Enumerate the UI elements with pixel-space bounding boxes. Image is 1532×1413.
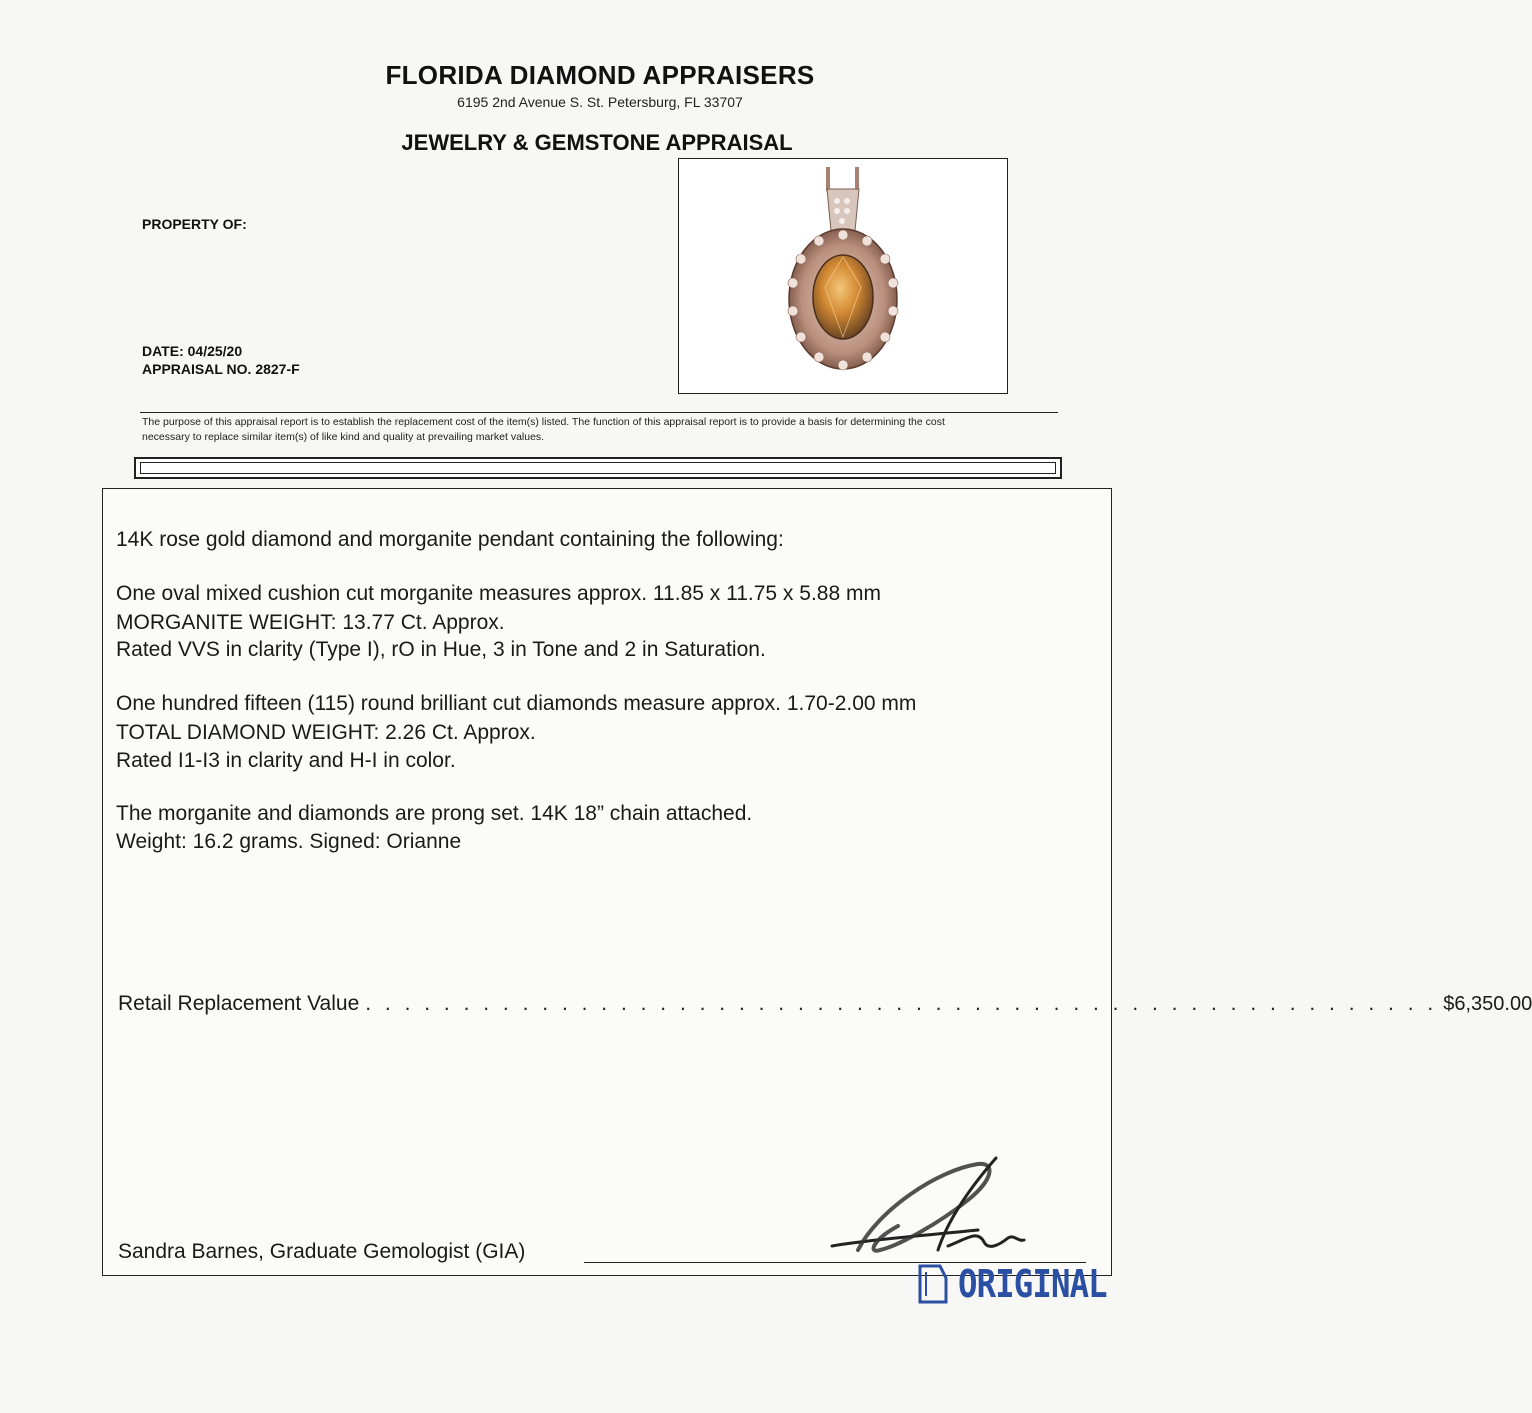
morganite-measurements: One oval mixed cushion cut morganite measures approx. 11.85 x 11.75 x 5.88 mm xyxy=(116,582,881,605)
company-name: FLORIDA DIAMOND APPRAISERS xyxy=(385,60,815,90)
original-stamp-text: ORIGINAL xyxy=(958,1262,1107,1306)
document-title: JEWELRY & GEMSTONE APPRAISAL xyxy=(401,130,793,155)
signer-name: Sandra Barnes, Graduate Gemologist (GIA) xyxy=(118,1240,526,1263)
chain xyxy=(855,167,859,191)
replacement-value-amount: $6,350.00 xyxy=(1443,993,1532,1015)
property-of-label: PROPERTY OF: xyxy=(142,216,247,232)
replacement-value-label: Retail Replacement Value xyxy=(118,992,360,1015)
appraisal-number-value: 2827-F xyxy=(255,361,300,377)
decorative-bar xyxy=(134,457,1062,479)
morganite-stone xyxy=(813,255,873,339)
handwritten-signature xyxy=(828,1150,1028,1270)
chain xyxy=(826,167,830,191)
leader-dots: . . . . . . . . . . . . . . . . . . . . . . . . . . . . . . . . . . . . . . . . . . . . . . . . . . . . . . . xyxy=(365,992,1438,1015)
morganite-weight: MORGANITE WEIGHT: 13.77 Ct. Approx. xyxy=(116,611,505,634)
purpose-line-2: necessary to replace similar item(s) of like kind and quality at prevailing market values. xyxy=(142,431,545,443)
purpose-divider xyxy=(140,412,1058,413)
diamond-measurements: One hundred fifteen (115) round brilliant cut diamonds measure approx. 1.70-2.00 mm xyxy=(116,692,917,715)
purpose-statement xyxy=(142,415,1062,445)
setting-description: The morganite and diamonds are prong set. 14K 18” chain attached. xyxy=(116,802,753,825)
item-intro: 14K rose gold diamond and morganite pendant containing the following: xyxy=(116,528,784,551)
pendant-photo xyxy=(678,158,1008,394)
diamond-weight: TOTAL DIAMOND WEIGHT: 2.26 Ct. Approx. xyxy=(116,721,536,744)
replacement-value-row xyxy=(118,992,1532,1022)
pendant-illustration xyxy=(679,159,1007,393)
diamond-grading: Rated I1-I3 in clarity and H-I in color. xyxy=(116,749,456,772)
bail xyxy=(827,189,859,231)
date-value: 04/25/20 xyxy=(187,343,243,359)
date-label: DATE: xyxy=(142,343,184,359)
company-address: 6195 2nd Avenue S. St. Petersburg, FL 33707 xyxy=(457,94,743,110)
morganite-grading: Rated VVS in clarity (Type I), rO in Hue, 3 in Tone and 2 in Saturation. xyxy=(116,638,766,661)
date-row xyxy=(142,343,242,359)
purpose-line-1: The purpose of this appraisal report is to establish the replacement cost of the item(s) listed. The function of this appraisal report is to provide a basis for determining the cost xyxy=(142,416,945,428)
appraisal-number-row xyxy=(142,361,300,377)
appraisal-number-label: APPRAISAL NO. xyxy=(142,361,252,377)
weight-signed: Weight: 16.2 grams. Signed: Orianne xyxy=(116,830,462,853)
